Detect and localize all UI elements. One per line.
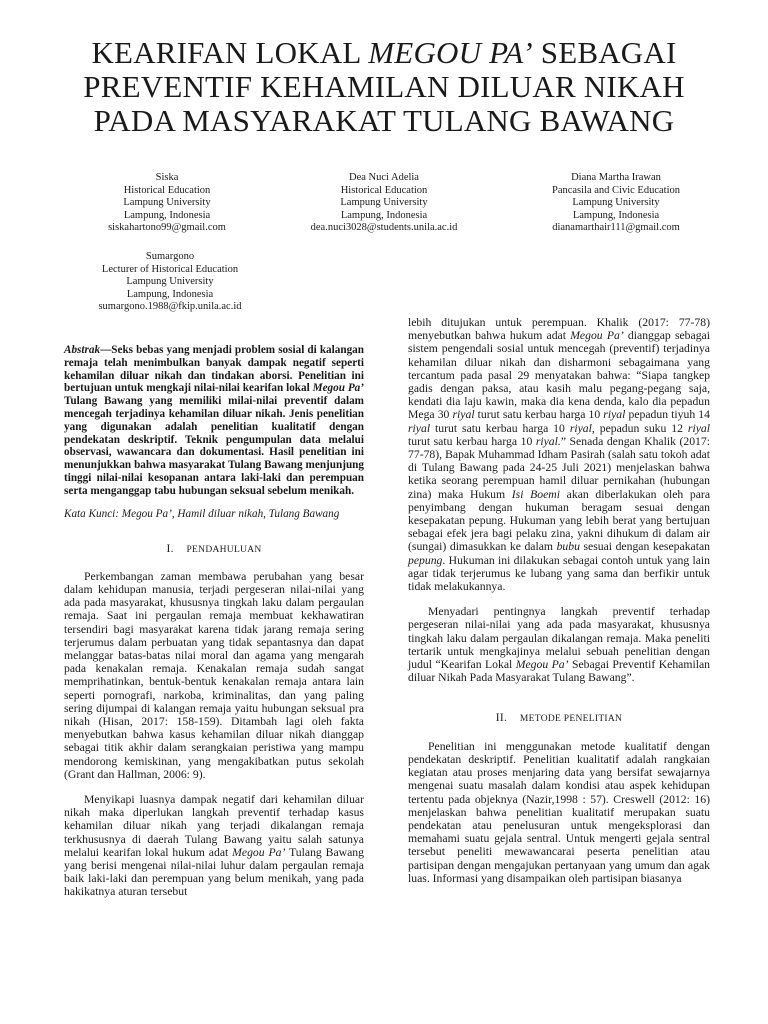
author-university: Lampung University	[126, 276, 214, 288]
author-university: Lampung University	[572, 197, 660, 209]
author-name: Diana Martha Irawan	[571, 172, 661, 183]
left-column	[64, 344, 364, 899]
paragraph: Perkembangan zaman membawa perubahan yang besar dalam kehidupan manusia, terjadi pergeseran nilai-nilai yang ada pada masyarakat, khususnya tingkah laku dalam pergaulan remaja. Saat ini pergaulan remaja membuat kekhawatiran tersendiri bagi masyarakat karena tidak jarang remaja sering terjerumus dalam perbuatan yang tidak sepantasnya dan dapat melanggar batas-batas nilai moral dan agama yang mengarah pada kenakalan remaja. Kenakalan remaja sudah sangat memprihatinkan, bentuk-bentuk kenakalan remaja antara lain seperti pornografi, narkoba, kriminalitas, dan yang paling sering dijumpai di kalangan remaja yaitu hubungan seksual pra nikah (Hisan, 2017: 158-159). Ditambah lagi oleh fakta menyebutkan bahwa kasus kehamilan diluar nikah dianggap sebagai titik akhir dalam serangkaian peristiwa yang mampu mendorong kemiskinan, yang mengakibatkan putus sekolah (Grant dan Hallman, 2006: 9).	[64, 569, 364, 781]
author-block	[288, 172, 480, 235]
paragraph: lebih ditujukan untuk perempuan. Khalik (2017: 77-78) menyebutkan bahwa hukum adat Megou Pa’ dianggap sebagai sistem pengendali sosial untuk mencegah (preventif) terjadinya kehamilan diluar nikah dan disharmoni sebagaimana yang tercantum pada pasal 29 menyatakan bahwa: “Siapa tangkep gadis dengan paksa, atau kasih malu pegang-pegang saja, kendati dia laju kawin, maka dia kena denda, kalo dia pepadun Mega 30 riyal turut satu kerbau harga 10 riyal pepadun tiyuh 14 riyal turut satu kerbau harga 10 riyal, pepadun suku 12 riyal turut satu kerbau harga 10 riyal.” Senada dengan Khalik (2017: 77-78), Bapak Muhammad Idham Pasirah (salah satu tokoh adat di Tulang Bawang pada 24-25 Juli 2021) menjelaskan bahwa ketika seorang perempuan hamil diluar pernikahan (hubungan zina) maka Hukum Isi Boemi akan diberlakukan oleh para penyimbang dengan hukuman beragam sesuai dengan kesepakatan pepung. Hukuman yang lebih berat yang bertujuan sebagai efek jera bagi pelaku zina, yakni dihukum di dalam air (sungai) dimasukkan ke dalam bubu sesuai dengan kesepakatan pepung. Hukuman ini dilakukan sebagai contoh untuk yang lain agar tidak terjerumus ke lubang yang sama dan berfikir untuk tidak melakukannya.	[408, 316, 711, 594]
author-name: Sumargono	[145, 251, 195, 262]
author-location: Lampung, Indonesia	[126, 288, 214, 300]
author-name: Dea Nuci Adelia	[349, 172, 419, 183]
author-email: sumargono.1988@fkip.unila.ac.id	[98, 301, 242, 313]
keywords: Kata Kunci: Megou Pa’, Hamil diluar nikah, Tulang Bawang	[64, 507, 340, 520]
author-university: Lampung University	[340, 197, 428, 209]
author-dept: Lecturer of Historical Education	[101, 263, 239, 275]
author-dept: Pancasila and Civic Education	[551, 184, 680, 196]
author-block	[524, 172, 708, 235]
author-location: Lampung, Indonesia	[572, 209, 660, 221]
author-dept: Historical Education	[123, 184, 211, 196]
author-block	[60, 251, 280, 314]
author-block	[72, 172, 262, 235]
abstract: Abstrak—Seks bebas yang menjadi problem sosial di kalangan remaja telah menimbulkan banyak dampak negatif seperti kehamilan diluar nikah dan tindakan aborsi. Penelitian ini bertujuan untuk mengkaji nilai-nilai kearifan lokal Megou Pa’ Tulang Bawang yang memiliki milai-nilai preventif dalam mencegah terjadinya kehamilan diluar nikah. Jenis penelitian yang digunakan adalah penelitian kualitatif dengan pendekatan deskriptif. Teknik pengumpulan data melalui observasi, wawancara dan dokumentasi. Hasil penelitian ini menunjukkan bahwa masyarakat Tulang Bawang menjunjung tinggi nilai-nilai kesopanan antara laki-laki dan perempuan serta menganggap tabu hubungan seksual sebelum menikah.	[64, 344, 364, 497]
paragraph: Penelitian ini menggunakan metode kualitatif dengan pendekatan deskriptif. Penelitian kualitatif adalah rangkaian kegiatan atau proses menjaring data yang bersifat sewajarnya mengenai suatu masalah dalam kondisi atau aspek kehidupan tertentu pada objeknya (Nazir,1998 : 57). Creswell (2012: 16) menjelaskan bahwa penelitian kualitatif merupakan suatu pendekatan atau penelusuran untuk mengeksplorasi dan memahami suatu gejala sentral. Untuk mengerti gejala sentral tersebut peneliti mewawancarai peserta penelitian atau partisipan dengan mengajukan pertanyaan yang umum dan agak luas. Informasi yang disampaikan oleh partisipan biasanya	[408, 739, 710, 885]
paragraph: Menyikapi luasnya dampak negatif dari kehamilan diluar nikah maka diperlukan langkah preventif terhadap kasus kehamilan diluar nikah yang terjadi dikalangan remaja terkhususnya di daerah Tulang Bawang yaitu salah satunya melalui kearifan lokal hukum adat Megou Pa’ Tulang Bawang yang berisi mengenai nilai-nilai luhur dalam pergaulan remaja baik laki-laki dan perempuan yang belum menikah, yang pada hakikatnya aturan tersebut	[64, 793, 364, 899]
author-name: Siska	[155, 172, 179, 183]
author-university: Lampung University	[123, 197, 211, 209]
paper-title: KEARIFAN LOKAL MEGOU PA’ SEBAGAI PREVENTIF KEHAMILAN DILUAR NIKAH PADA MASYARAKAT TULANG BAWANG	[83, 35, 685, 138]
right-column	[408, 316, 710, 885]
section-heading: I. PENDAHULUAN	[166, 542, 262, 555]
author-dept: Historical Education	[340, 184, 428, 196]
author-location: Lampung, Indonesia	[340, 209, 428, 221]
section-heading: II. METODE PENELITIAN	[495, 712, 623, 725]
author-email: dea.nuci3028@students.unila.ac.id	[310, 222, 458, 234]
paragraph: Menyadari pentingnya langkah preventif terhadap pergeseran nilai-nilai yang ada pada masyarakat, khususnya tingkah laku dalam pergaulan dikalangan remaja. Maka peneliti tertarik untuk mengkajinya melalui sebuah penelitian dengan judul “Kearifan Lokal Megou Pa’ Sebagai Preventif Kehamilan diluar Nikah Pada Masyarakat Tulang Bawang”.	[408, 605, 710, 685]
author-email: dianamarthair111@gmail.com	[552, 222, 680, 234]
author-email: siskahartono99@gmail.com	[108, 222, 226, 234]
author-location: Lampung, Indonesia	[123, 209, 211, 221]
